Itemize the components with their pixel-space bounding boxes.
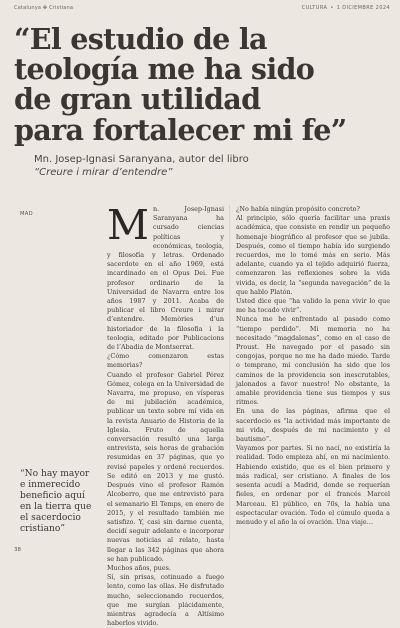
section-label: CULTURA — [301, 5, 328, 11]
author-tag: MAD — [20, 211, 33, 217]
byline-book-title: “Creure i mirar d’entendre” — [34, 166, 173, 178]
headline-line: de gran utilidad — [14, 82, 261, 117]
interview-question: ¿No había ningún propósito concreto? — [236, 205, 360, 213]
pull-quote-line: en la tierra que — [20, 502, 92, 512]
body-column-middle — [107, 201, 224, 628]
body-paragraph: Mn. Josep-Ignasi Saranyana ha cursado ciencias políticas y económicas, teología, y filosofía y letras. Ordenado sacerdote en el año 1969, está incardinado en el Opus Dei. Fue profesor ordinario de la Universidad de Navarra entre los años 1987 y 2011. Acaba de publicar el libro Creure i mirar d’entendre. Memòries d’un historiador de la filosofia i la teologia, editado por Publicacions de l’Abadia de Montserrat. — [107, 201, 224, 352]
headline-line: teología me ha sido — [14, 52, 315, 87]
body-column-right — [236, 205, 390, 545]
body-paragraph: Cuando el profesor Gabriel Pérez Gómez, colega en la Universidad de Navarra, me propuso, en vísperas de mi jubilación académica, publicar un texto sobre mí vida en la revista Anuario de Historia de la Iglesia. Fruto de aquella conversación resultó una larga entrevista, seis horas de grabación resumidas en 37 páginas, que yo revisé papeles y ordené recuerdos. Se editó en 2013 y me gustó. Después vino el profesor Ramón Alcoberro, que me entrevistó para el semanario El Temps, en enero de 2015, y el resultado también me satisfizo. Y, casi sin darme cuenta, decidí seguir adelante e incorporar nuevas noticias al relato, hasta llegar a las 342 páginas que ahora se han publicado. — [107, 370, 224, 563]
page-number: 38 — [14, 547, 21, 553]
header-separator: • — [330, 5, 334, 11]
interview-question: ¿Cómo comenzaron estas memorias? — [107, 352, 224, 370]
pull-quote — [20, 469, 105, 535]
headline-line: para fortalecer mi fe” — [14, 112, 347, 147]
publication-name: Catalunya ✤ Cristiana — [14, 5, 74, 11]
issue-date: 1 DICIEMBRE 2024 — [336, 5, 390, 11]
body-paragraph: Sí, sin prisas, cotinuado a fuego lento, como las ollas. He disfrutado mucho, seleccionando recuerdos, que me surgían plácidamente, mientras agradecía a Altísimo haberlos vivido. — [107, 573, 224, 628]
interview-question: Muchos años, pues. — [107, 563, 171, 572]
pull-quote-line: el sacerdocio — [20, 513, 81, 523]
pull-quote-line: e inmerecido — [20, 480, 81, 490]
byline-author: Mn. Josep-Ignasi Saranyana, autor del libro — [34, 154, 249, 165]
body-paragraph: Al principio, sólo quería facilitar una praxis académica, que consiste en rendir un pequeño homenaje biográfico al profesor que se jubila. Después, como el tiempo había ido surgiendo recuerdos, me lo tomé más en serio. Más adelante, cuando ya el tejido adquirió fuerza, comenzaron las reflexiones sobre la vida vivida, es decir, la “segunda navegación” de la que hablo Platón. — [236, 214, 390, 296]
drop-cap: M — [107, 201, 149, 249]
pull-quote-line: cristiano” — [20, 524, 65, 534]
byline — [34, 154, 354, 179]
headline-line: “El estudio de la — [14, 22, 267, 56]
section-date-header — [302, 5, 390, 11]
interview-question: Usted dice que “ha valido la pena vivir lo que me ha tocado vivir”. — [236, 297, 390, 315]
body-paragraph: Vayamos por partes. Si no nací, no existiría la realidad. Todo empieza ahí, en mi nacimiento. Habiendo existido, que es el bien primero y más radical, ser cristiano. A finales de los sesenta acudí a Madrid, donde se requerían fieles, en ordenar por el francés Marcel Marceau. El público, en 70s, la había una espectacular ovación. Todo el cúmulo queda a menudo y el año la oí ovación. Una viaje… — [236, 444, 390, 526]
column-divider — [229, 205, 230, 540]
pull-quote-line: “No hay mayor — [20, 469, 90, 479]
pull-quote-line: beneficio aquí — [20, 491, 85, 501]
headline — [14, 24, 394, 145]
body-paragraph: Nunca me he enfrentado al pasado como “tiempo perdido”. Mi memoria no ha necesitado “magdalenas”, como en el caso de Proust. He navegado por el pasado sin congojas, porque no me ha dado miedo. Tarde o temprano, mi conclusión ha sido que los caminos de la providencia son inescrutables, jalonados a favor nuestro! No obstante, la amable providencia tiene sus tiempos y sus ritmos. — [236, 315, 390, 407]
interview-question: En una de las páginas, afirma que el sacerdocio es “la actividad más importante de mi vida, después de mi nacimiento y el bautismo”. — [236, 407, 390, 444]
